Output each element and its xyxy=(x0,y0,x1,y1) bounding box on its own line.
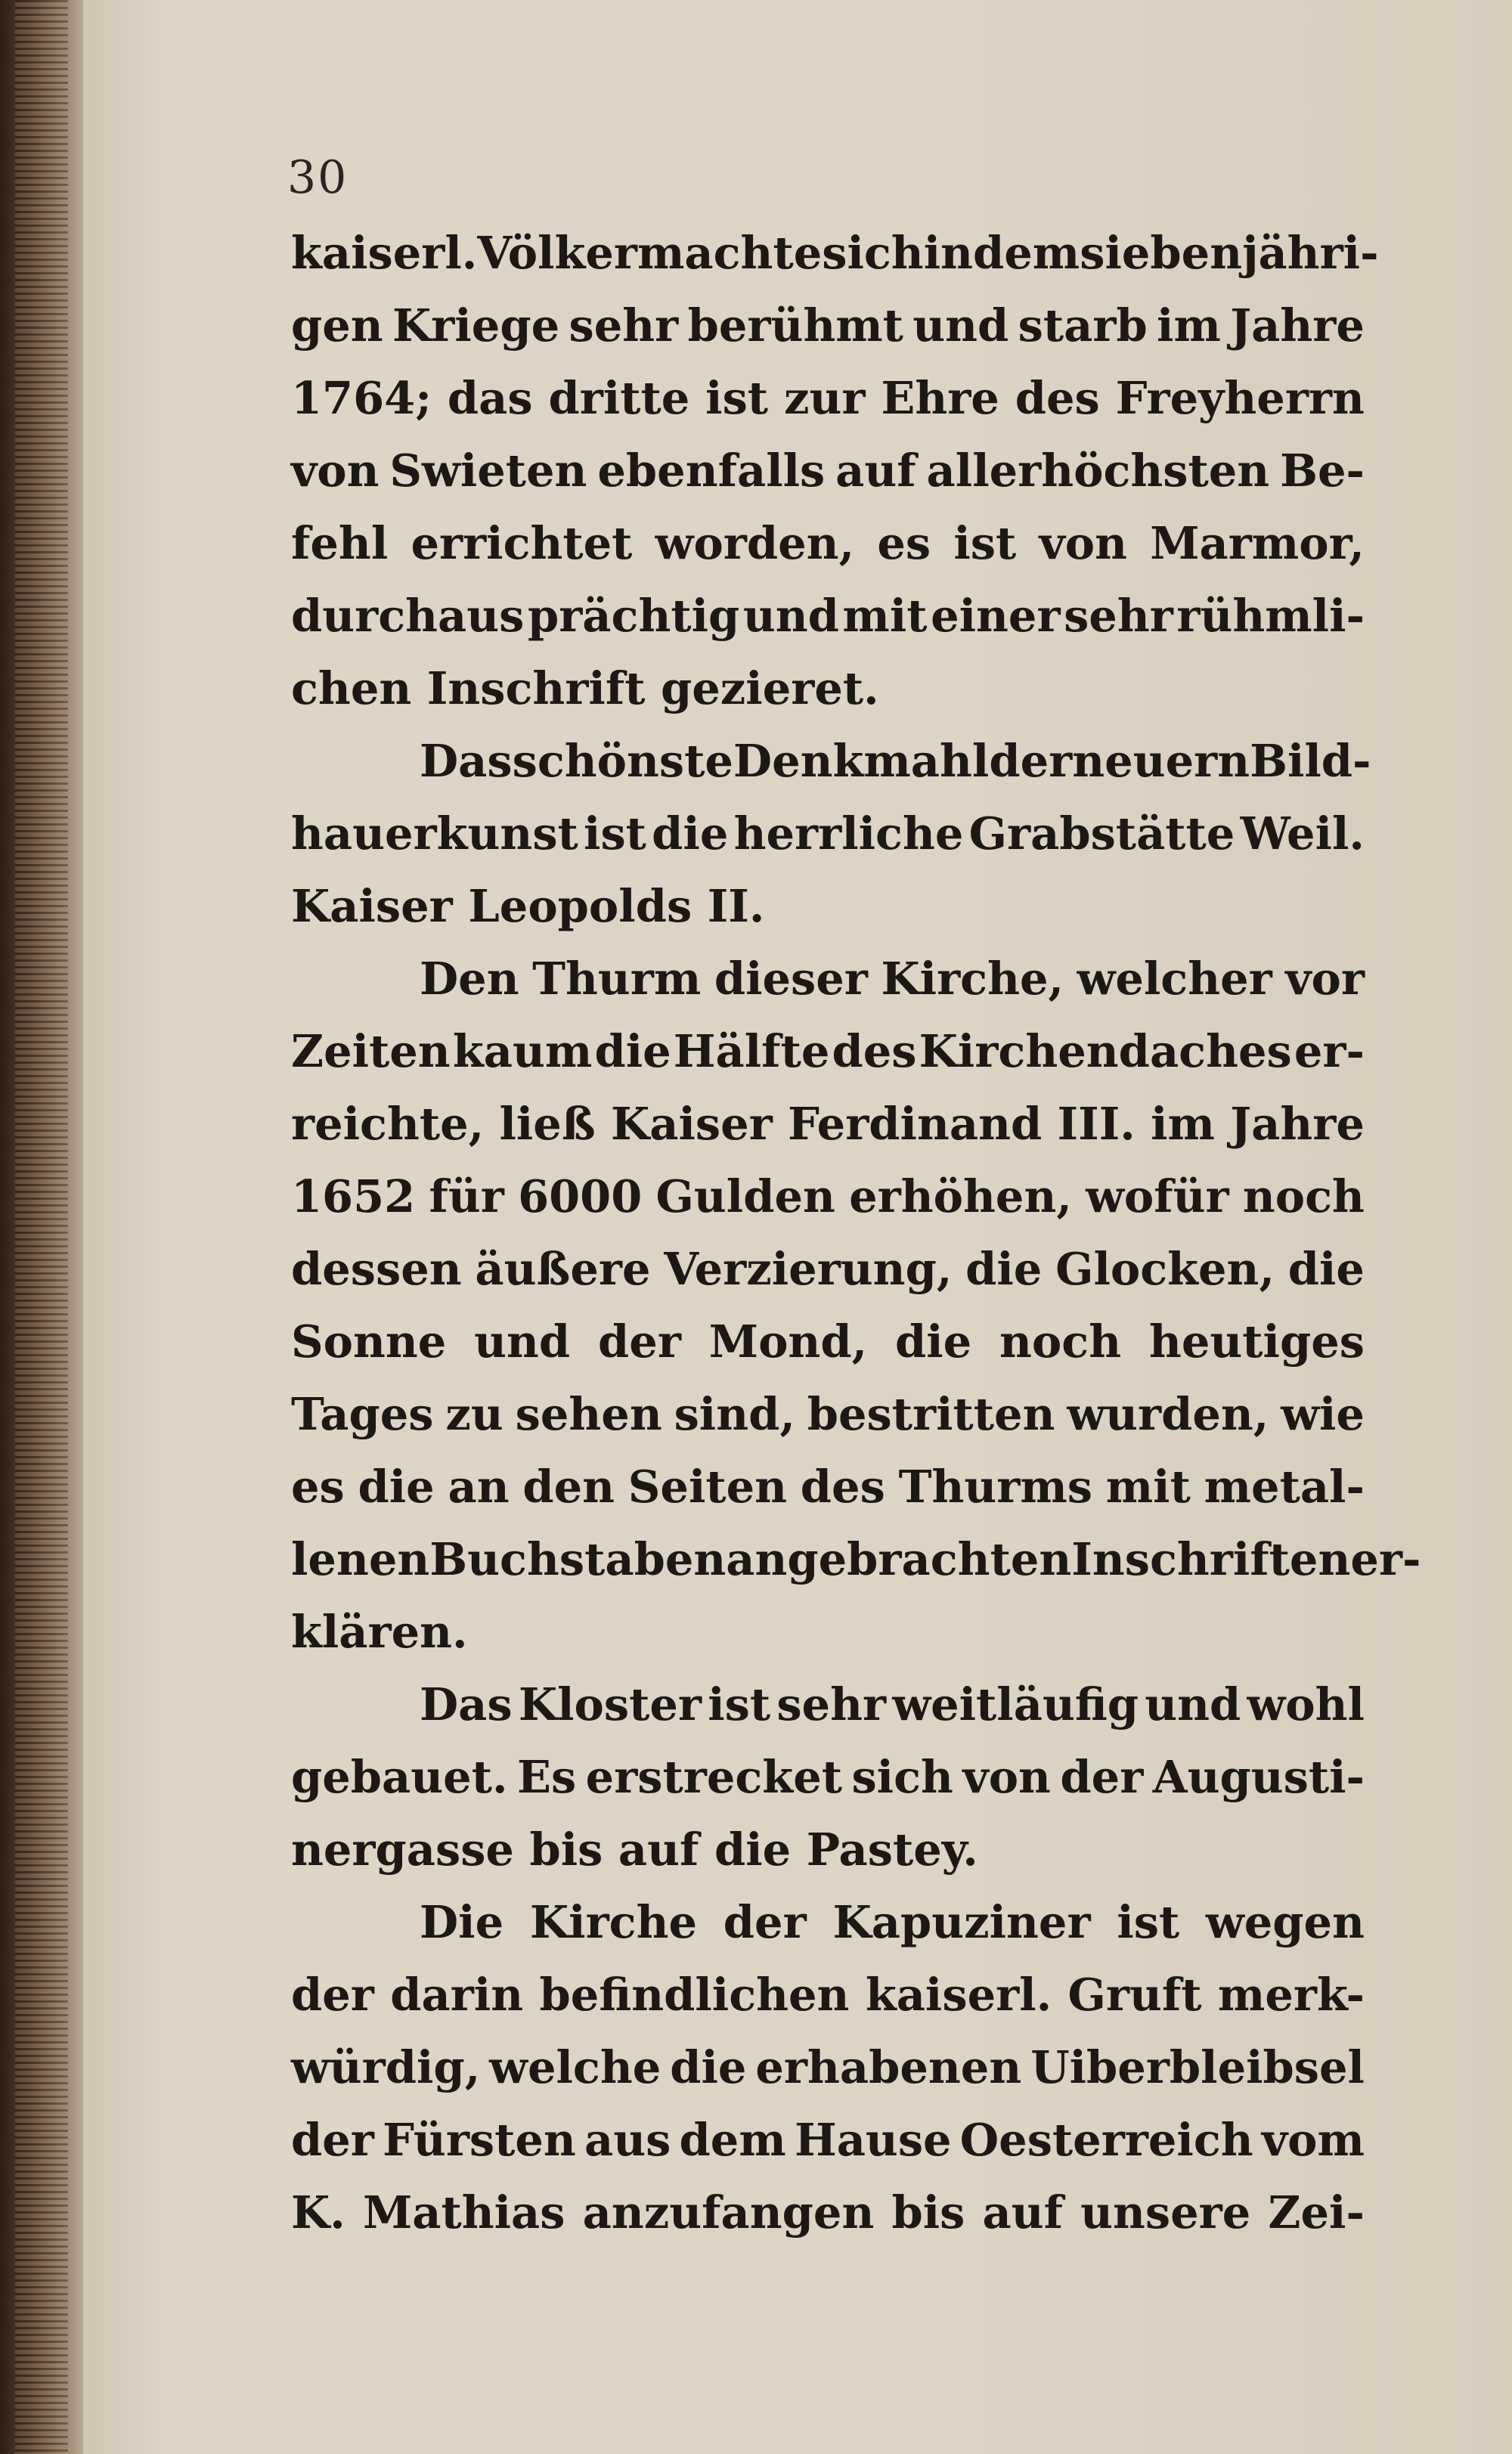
word: Swieten xyxy=(389,445,587,497)
word: ist xyxy=(1117,1896,1180,1948)
word: Seiten xyxy=(627,1461,788,1513)
text-line xyxy=(291,1678,1365,1751)
word: Es xyxy=(517,1751,577,1803)
word: Glocken, xyxy=(1055,1243,1275,1295)
word: Augusti- xyxy=(1152,1751,1365,1803)
word: Kirche, xyxy=(881,953,1064,1005)
word: äußere xyxy=(475,1243,651,1295)
word: wofür xyxy=(1086,1170,1229,1222)
word: starb xyxy=(1018,299,1148,352)
word: sehen xyxy=(515,1388,662,1440)
text-line xyxy=(291,2186,1365,2259)
word: Jahre xyxy=(1230,299,1365,352)
text-line xyxy=(291,1896,1365,1969)
word: darin xyxy=(390,1969,524,2021)
word: schönste xyxy=(512,735,733,787)
word: angebrachten xyxy=(726,1533,1072,1585)
word: aus xyxy=(584,2114,671,2166)
word: wegen xyxy=(1205,1896,1365,1948)
text-line xyxy=(291,807,1365,880)
word: von xyxy=(962,1751,1051,1803)
text-line xyxy=(291,2041,1365,2114)
text-line xyxy=(291,1533,1421,1606)
word: 6000 xyxy=(518,1170,643,1222)
word: Das xyxy=(420,1678,513,1731)
word: der xyxy=(598,1315,681,1368)
word: ist xyxy=(708,1678,771,1731)
word: Thurm xyxy=(532,953,702,1005)
word: erhöhen, xyxy=(849,1170,1072,1222)
word: kaiserl. xyxy=(291,227,478,279)
word: die xyxy=(894,1315,972,1368)
word: Denkmahl xyxy=(733,735,990,787)
word: ist xyxy=(953,517,1017,569)
word: welche xyxy=(489,2041,662,2093)
word: 1652 xyxy=(291,1170,416,1222)
word: anzufangen xyxy=(582,2186,875,2239)
body-text xyxy=(291,227,1421,2259)
book-binding xyxy=(0,0,83,2454)
text-line xyxy=(291,2114,1365,2186)
word: ist xyxy=(584,807,646,860)
word: wurden, xyxy=(1067,1388,1269,1440)
text-line xyxy=(291,1969,1365,2041)
word: gebauet. xyxy=(291,1751,508,1803)
word: an xyxy=(448,1461,510,1513)
word: neuern xyxy=(1072,735,1250,787)
text-line xyxy=(291,445,1365,517)
word: des xyxy=(1015,372,1100,424)
word: III. xyxy=(1057,1098,1136,1150)
word: kaum xyxy=(452,1025,593,1077)
text-line xyxy=(291,1315,1365,1388)
word: ließ xyxy=(499,1098,596,1150)
word: prächtig xyxy=(527,590,740,642)
word: Tages xyxy=(291,1388,434,1440)
word: die xyxy=(965,1243,1043,1295)
word: Zeiten xyxy=(291,1025,451,1077)
word: es xyxy=(877,517,931,569)
word: Gruft xyxy=(1067,1969,1202,2021)
word: dritte xyxy=(548,372,690,424)
word: er- xyxy=(1350,1533,1421,1585)
word: sich xyxy=(822,227,924,279)
word: und xyxy=(474,1315,571,1368)
word: allerhöchsten xyxy=(926,445,1270,497)
word: kaiserl. xyxy=(865,1969,1052,2021)
word: auf xyxy=(982,2186,1063,2239)
word: er- xyxy=(1294,1025,1365,1077)
text-line xyxy=(291,953,1365,1025)
word: befindlichen xyxy=(539,1969,850,2021)
word: Zei- xyxy=(1268,2186,1365,2239)
word: Ferdinand xyxy=(788,1098,1043,1150)
word: das xyxy=(447,372,533,424)
word: Bild- xyxy=(1250,735,1371,787)
word: Sonne xyxy=(291,1315,447,1368)
word: erstrecket xyxy=(585,1751,842,1803)
binding-edge xyxy=(15,0,68,2454)
text-line xyxy=(291,1025,1365,1098)
word: der xyxy=(291,1969,374,2021)
text-line xyxy=(291,1170,1365,1243)
word: Grabstätte xyxy=(968,807,1235,860)
word: Verzierung, xyxy=(664,1243,953,1295)
text-line xyxy=(291,1243,1365,1315)
word: Freyherrn xyxy=(1115,372,1365,424)
word: der xyxy=(1060,1751,1144,1803)
word: hauerkunst xyxy=(291,807,578,860)
word: im xyxy=(1151,1098,1215,1150)
word: siebenjähri- xyxy=(1080,227,1379,279)
word: noch xyxy=(1242,1170,1365,1222)
word: machte xyxy=(637,227,823,279)
word: bis xyxy=(891,2186,965,2239)
word: heutiges xyxy=(1148,1315,1365,1368)
word: Hälfte xyxy=(673,1025,830,1077)
word: 1764; xyxy=(291,372,432,424)
text-line xyxy=(291,299,1365,372)
word: und xyxy=(912,299,1009,352)
text-line xyxy=(291,735,1371,807)
word: metal- xyxy=(1204,1461,1365,1513)
word: und xyxy=(1145,1678,1241,1731)
word: Kapuziner xyxy=(832,1896,1091,1948)
word: herrliche xyxy=(733,807,964,860)
word: Fürsten xyxy=(383,2114,576,2166)
text-line xyxy=(291,227,1379,299)
word: durchaus xyxy=(291,590,525,642)
word: und xyxy=(742,590,839,642)
word: unsere xyxy=(1080,2186,1251,2239)
word: Die xyxy=(420,1896,504,1948)
text-line xyxy=(291,1388,1365,1461)
word: Marmor, xyxy=(1150,517,1365,569)
word: Das xyxy=(420,735,513,787)
word: weitläufig xyxy=(892,1678,1139,1731)
text-line xyxy=(291,1098,1365,1170)
word: sich xyxy=(851,1751,953,1803)
word: Mond, xyxy=(708,1315,868,1368)
word: erhabenen xyxy=(755,2041,1022,2093)
word: des xyxy=(800,1461,885,1513)
word: Hause xyxy=(794,2114,952,2166)
word: berühmt xyxy=(687,299,903,352)
word: Mathias xyxy=(362,2186,565,2239)
word: dieser xyxy=(714,953,868,1005)
word: in xyxy=(923,227,974,279)
word: worden, xyxy=(655,517,855,569)
word: würdig, xyxy=(291,2041,481,2093)
word: welcher xyxy=(1077,953,1272,1005)
word: die xyxy=(1287,1243,1365,1295)
word: es xyxy=(291,1461,345,1513)
word: mit xyxy=(1105,1461,1191,1513)
text-line: nergasse bis auf die Pastey. xyxy=(291,1823,978,1876)
text-line: klären. xyxy=(291,1606,468,1658)
word: Ehre xyxy=(881,372,999,424)
word: für xyxy=(429,1170,504,1222)
word: ist xyxy=(705,372,769,424)
word: errichtet xyxy=(411,517,633,569)
word: Völker xyxy=(477,227,637,279)
word: vom xyxy=(1261,2114,1365,2166)
word: lenen xyxy=(291,1533,430,1585)
word: sehr xyxy=(776,1678,887,1731)
word: Gulden xyxy=(655,1170,835,1222)
text-line xyxy=(291,590,1365,662)
word: der xyxy=(291,2114,374,2166)
text-line: Kaiser Leopolds II. xyxy=(291,880,765,932)
word: Jahre xyxy=(1230,1098,1365,1150)
word: Oesterreich xyxy=(959,2114,1253,2166)
word: die xyxy=(670,2041,747,2093)
text-line xyxy=(291,517,1365,590)
word: Buchstaben xyxy=(429,1533,727,1585)
word: Kloster xyxy=(518,1678,702,1731)
word: im xyxy=(1157,299,1221,352)
word: Be- xyxy=(1280,445,1365,497)
word: bestritten xyxy=(807,1388,1055,1440)
word: rühmli- xyxy=(1176,590,1365,642)
page-number: 30 xyxy=(287,151,349,204)
word: dessen xyxy=(291,1243,462,1295)
word: merk- xyxy=(1217,1969,1365,2021)
word: wie xyxy=(1281,1388,1365,1440)
word: Kriege xyxy=(392,299,560,352)
word: zur xyxy=(783,372,866,424)
word: dem xyxy=(679,2114,786,2166)
word: mit xyxy=(842,590,928,642)
word: sind, xyxy=(674,1388,795,1440)
word: den xyxy=(522,1461,615,1513)
word: reichte, xyxy=(291,1098,485,1150)
word: die xyxy=(594,1025,671,1077)
word: dem xyxy=(973,227,1080,279)
word: noch xyxy=(999,1315,1122,1368)
word: Weil. xyxy=(1240,807,1365,860)
word: von xyxy=(291,445,380,497)
word: sehr xyxy=(1064,590,1173,642)
word: ebenfalls xyxy=(597,445,826,497)
word: Thurms xyxy=(898,1461,1092,1513)
text-line xyxy=(291,372,1365,445)
word: von xyxy=(1039,517,1127,569)
word: wohl xyxy=(1247,1678,1365,1731)
word: K. xyxy=(291,2186,345,2239)
word: die xyxy=(358,1461,435,1513)
text-line xyxy=(291,1461,1365,1533)
word: Kirchendaches xyxy=(919,1025,1292,1077)
word: der xyxy=(989,735,1073,787)
word: der xyxy=(723,1896,807,1948)
text-line xyxy=(291,1751,1365,1823)
word: zu xyxy=(445,1388,503,1440)
word: sehr xyxy=(569,299,679,352)
word: Inschriften xyxy=(1071,1533,1351,1585)
word: die xyxy=(652,807,729,860)
word: einer xyxy=(931,590,1061,642)
word: Den xyxy=(420,953,519,1005)
word: Kirche xyxy=(529,1896,698,1948)
word: gen xyxy=(291,299,383,352)
text-line: chen Inschrift gezieret. xyxy=(291,662,879,714)
word: fehl xyxy=(291,517,389,569)
word: des xyxy=(832,1025,917,1077)
word: vor xyxy=(1285,953,1365,1005)
word: Uiberbleibsel xyxy=(1030,2041,1365,2093)
word: auf xyxy=(835,445,916,497)
word: Kaiser xyxy=(610,1098,773,1150)
